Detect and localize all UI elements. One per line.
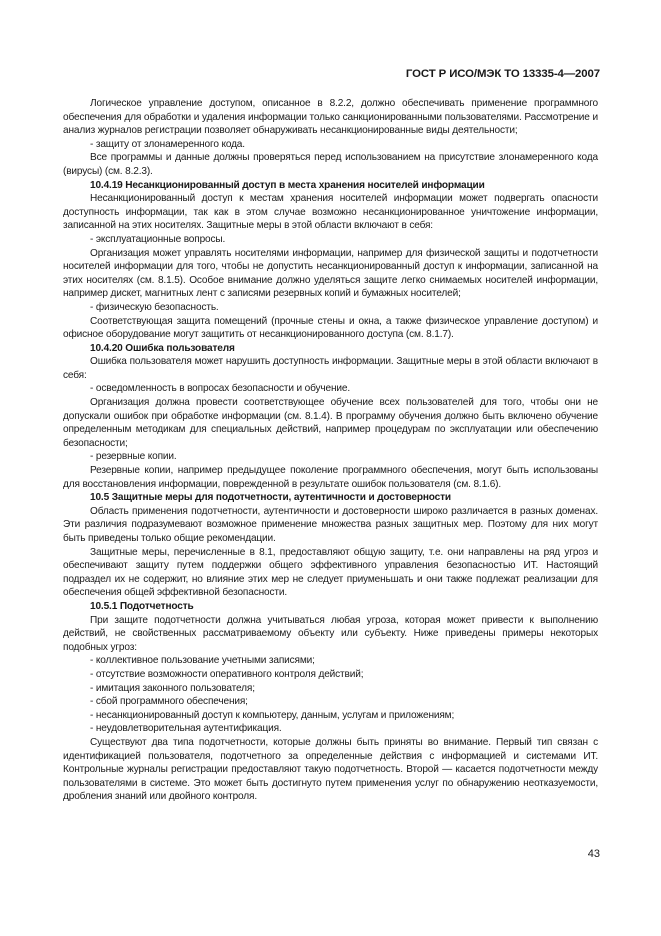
paragraph: - резервные копии. [90, 451, 177, 463]
paragraph: Организация может управлять носителями информации, например для физической защиты и подотчетности носителей информации для того, чтобы не допустить несанкционированный доступ к информации, записанной на этих носителях (см. 8.1.5). Особое внимание должно уделяться защите легко снимаемых носителей информации, например дискет, магнитных лент с записями резервных копий и бумажных носителей; [63, 247, 598, 300]
paragraph: - отсутствие возможности оперативного контроля действий; [90, 668, 364, 680]
paragraph: - осведомленность в вопросах безопасности и обучение. [90, 383, 350, 395]
page-number: 43 [587, 848, 600, 860]
section-heading: 10.4.19 Несанкционированный доступ в места хранения носителей информации [90, 179, 485, 191]
paragraph: Резервные копии, например предыдущее поколение программного обеспечения, могут быть использованы для восстановления информации, поврежденной в результате ошибок пользователя (см. 8.1.6). [63, 465, 598, 490]
paragraph: Все программы и данные должны проверяться перед использованием на присутствие злонамеренного кода (вирусы) (см. 8.2.3). [63, 152, 598, 177]
paragraph: - несанкционированный доступ к компьютеру, данным, услугам и приложениям; [90, 709, 455, 721]
paragraph: Существуют два типа подотчетности, которые должны быть приняты во внимание. Первый тип связан с идентификацией пользователя, подотчетного за определенные действия с информацией и системами ИТ. Контрольные журналы регистрации предоставляют такую подотчетность. Второй — касается подотчетности между пользователями в системе. Это может быть достигнуто путем применения услуг по обнаружению неотказуемости, дробления знаний или двойного контроля. [63, 736, 598, 803]
section-heading: 10.5 Защитные меры для подотчетности, аутентичности и достоверности [90, 492, 451, 504]
paragraph: Организация должна провести соответствующее обучение всех пользователей для того, чтобы они не допускали ошибок при обработке информации (см. 8.1.4). В программу обучения должно быть включено обучение определенным методикам для специальных действий, например процедурам по эксплуатации или обеспечению безопасности; [63, 397, 598, 449]
section-heading: 10.5.1 Подотчетность [90, 600, 194, 612]
paragraph: При защите подотчетности должна учитываться любая угроза, которая может привести к выполнению действий, не свойственных рассматриваемому объекту или субъекту. Ниже приведены примеры некоторых подобных угроз: [63, 614, 598, 653]
paragraph: - неудовлетворительная аутентификация. [90, 723, 282, 735]
paragraph: Логическое управление доступом, описанное в 8.2.2, должно обеспечивать применение программного обеспечения для обработки и удаления информации только санкционированными пользователями. Рассмотрение и анализ журналов регистрации позволяет обнаруживать несанкционированные виды деятельности; [63, 98, 598, 137]
paragraph: Соответствующая защита помещений (прочные стены и окна, а также физическое управление доступом) и офисное оборудование могут защитить от несанкционированного доступа (см. 8.1.7). [63, 315, 598, 341]
paragraph: Несанкционированный доступ к местам хранения носителей информации может подвергать опасности доступность информации, так как в этом случае возможно несанкционированное уничтожение информации, записанной на этих носителях. Защитные меры в этой области включают в себя: [63, 193, 598, 232]
paragraph: Защитные меры, перечисленные в 8.1, предоставляют общую защиту, т.е. они направлены на ряд угроз и обеспечивают защиту путем поддержки общего эффективного управления безопасностью ИТ. Настоящий подраздел их не содержит, но влияние этих мер не следует приуменьшать и они также подлежат реализации для обеспечения общей эффективной безопасности. [63, 546, 598, 599]
paragraph: - сбой программного обеспечения; [90, 696, 248, 708]
paragraph: - имитация законного пользователя; [90, 682, 255, 694]
document-header: ГОСТ Р ИСО/МЭК ТО 13335-4—2007 [405, 68, 600, 80]
document-body [63, 97, 598, 804]
paragraph: Область применения подотчетности, аутентичности и достоверности широко различается в разных доменах. Эти различия подразумевают возможное применение множества разных защитных мер. Поэтому для них могут быть приведены только общие рекомендации. [63, 505, 598, 544]
section-heading: 10.4.20 Ошибка пользователя [90, 342, 235, 354]
paragraph: Ошибка пользователя может нарушить доступность информации. Защитные меры в этой области включают в себя: [63, 356, 598, 381]
paragraph: - защиту от злонамеренного кода. [90, 138, 245, 150]
paragraph: - физическую безопасность. [90, 301, 219, 313]
paragraph: - коллективное пользование учетными записями; [90, 655, 315, 667]
paragraph: - эксплуатационные вопросы. [90, 233, 226, 245]
